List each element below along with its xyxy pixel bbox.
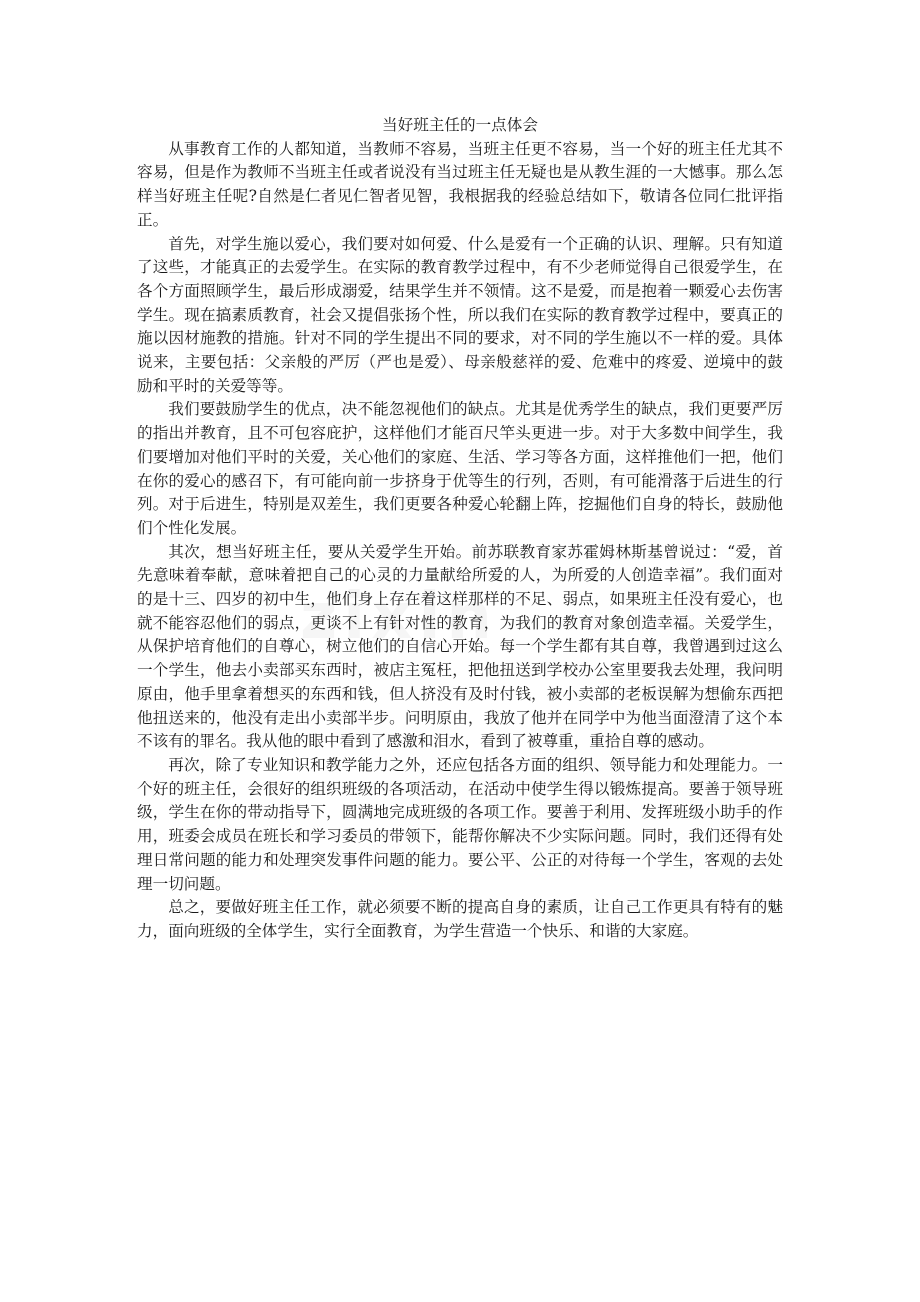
- paragraph-conclusion: 总之，要做好班主任工作，就必须要不断的提高自身的素质，让自己工作更具有特有的魅力，面向班级的全体学生，实行全面教育，为学生营造一个快乐、和谐的大家庭。: [137, 898, 783, 940]
- document-body: [137, 114, 783, 944]
- paragraph-intro: 从事教育工作的人都知道，当教师不容易，当班主任更不容易，当一个好的班主任尤其不容易，但是作为教师不当班主任或者说没有当过班主任无疑也是从教生涯的一大憾事。那么怎样当好班主任呢?自然是仁者见仁智者见智，我根据我的经验总结如下，敬请各位同仁批评指正。: [137, 139, 783, 229]
- paragraph-second-point: 其次，想当好班主任，要从关爱学生开始。前苏联教育家苏霍姆林斯基曾说过：“爱，首先意味着奉献，意味着把自己的心灵的力量献给所爱的人，为所爱的人创造幸福”。我们面对的是十三、四岁的初中生，他们身上存在着这样那样的不足、弱点，如果班主任没有爱心，也就不能容忍他们的弱点，更谈不上有针对性的教育，为我们的教育对象创造幸福。关爱学生，从保护培育他们的自尊心，树立他们的自信心开始。每一个学生都有其自尊，我曾遇到过这么一个学生，他去小卖部买东西时，被店主冤枉，把他扭送到学校办公室里要我去处理，我问明原由，他手里拿着想买的东西和钱，但人挤没有及时付钱，被小卖部的老板误解为想偷东西把他扭送来的，他没有走出小卖部半步。问明原由，我放了他并在同学中为他当面澄清了这个本不该有的罪名。我从他的眼中看到了感激和泪水，看到了被尊重，重拾自尊的感动。: [137, 542, 783, 751]
- paragraph-encourage-students: 我们要鼓励学生的优点，决不能忽视他们的缺点。尤其是优秀学生的缺点，我们更要严厉的指出并教育，且不可包容庇护，这样他们才能百尺竿头更进一步。对于大多数中间学生，我们要增加对他们平时的关爱，关心他们的家庭、生活、学习等各方面，这样推他们一把，他们在你的爱心的感召下，有可能向前一步挤身于优等生的行列，否则，有可能滑落于后进生的行列。对于后进生，特别是双差生，我们更要各种爱心轮翻上阵，挖掘他们自身的特长，鼓励他们个性化发展。: [137, 400, 783, 537]
- paragraph-third-point: 再次，除了专业知识和教学能力之外，还应包括各方面的组织、领导能力和处理能力。一个好的班主任，会很好的组织班级的各项活动，在活动中使学生得以锻炼提高。要善于领导班级，学生在你的带动指导下，圆满地完成班级的各项工作。要善于利用、发挥班级小助手的作用，班委会成员在班长和学习委员的带领下，能帮你解决不少实际问题。同时，我们还得有处理日常问题的能力和处理突发事件问题的能力。要公平、公正的对待每一个学生，客观的去处理一切问题。: [137, 755, 783, 893]
- document-title: 当好班主任的一点体会: [382, 116, 538, 134]
- paragraph-first-point: 首先，对学生施以爱心，我们要对如何爱、什么是爱有一个正确的认识、理解。只有知道了这些，才能真正的去爱学生。在实际的教育教学过程中，有不少老师觉得自己很爱学生，在各个方面照顾学生，最后形成溺爱，结果学生并不领情。这不是爱，而是抱着一颗爱心去伤害学生。现在搞素质教育，社会又提倡张扬个性，所以我们在实际的教育教学过程中，要真正的施以因材施教的措施。针对不同的学生提出不同的要求，对不同的学生施以不一样的爱。具体说来，主要包括：父亲般的严厉（严也是爱）、母亲般慈祥的爱、危难中的疼爱、逆境中的鼓励和平时的关爱等等。: [137, 234, 783, 395]
